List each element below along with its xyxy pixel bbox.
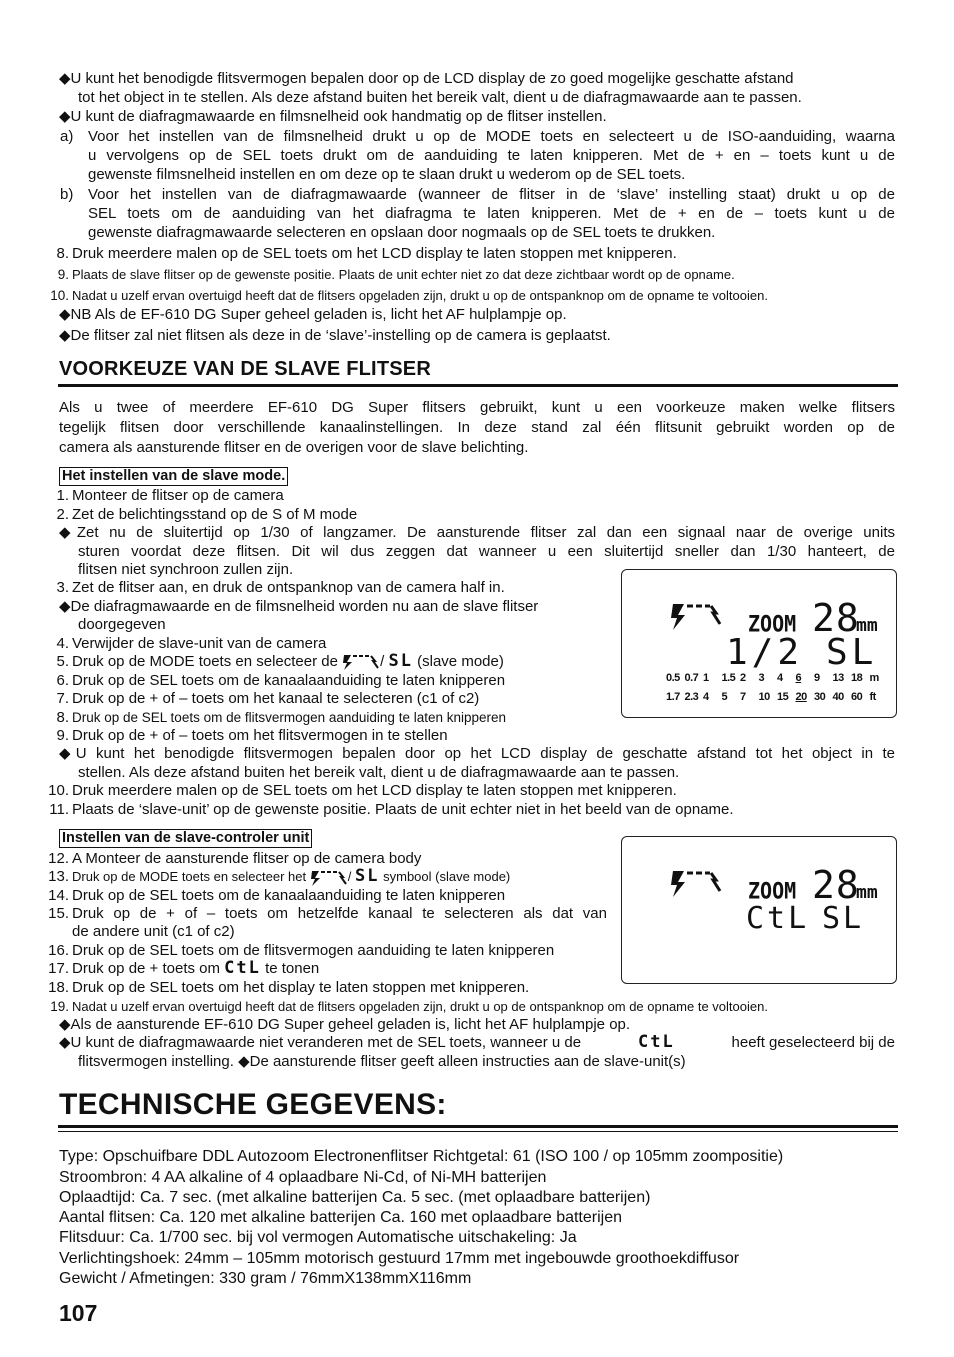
step-text: Druk meerdere malen op de SEL toets om het LCD display te laten stoppen met knipperen. [72, 782, 677, 799]
slash-separator: / [347, 869, 352, 884]
step-number: 10. [48, 782, 69, 799]
lcd-scale-meter-tick: 0.7 [684, 672, 699, 684]
bullet-af-light-controller: ◆Als de aansturende EF-610 DG Super geheel geladen is, licht het AF hulplampje op. [59, 1016, 631, 1033]
step-number: 11. [49, 801, 69, 818]
ctl-symbol-icon: CtL [224, 958, 261, 978]
step-text [72, 959, 319, 978]
step-text-part: symbool (slave mode) [383, 869, 511, 884]
bullet-shutter-line3: flitsen niet synchroon zullen zijn. [78, 561, 294, 578]
section-heading-slave: VOORKEUZE VAN DE SLAVE FLITSER [59, 358, 431, 380]
step-text: Druk op de + of – toets om hetzelfde kanaal te selecteren als dat van [72, 905, 607, 922]
item-b-line2: SEL toets om de aanduiding van het diafragma te laten knipperen. Met de + en de – toets kunt u de [88, 205, 895, 222]
lcd-scale-feet-tick: 40 [832, 691, 844, 703]
bullet-ctl-note-part: ◆U kunt de diafragmawaarde niet veranderen met de SEL toets, wanneer u de [59, 1034, 582, 1051]
lcd-display-controller [621, 836, 897, 984]
bullet-ctl-note [59, 1033, 895, 1052]
specs-rule-thick [58, 1125, 898, 1128]
subheading-slave-mode: Het instellen van de slave mode. [59, 467, 288, 486]
bullet-flash-power-cont: tot het object in te stellen. Als deze afstand buiten het bereik valt, dient u de diafragmawaarde aan te passen. [78, 89, 802, 106]
lcd-mm-unit: mm [856, 615, 878, 636]
lcd-scale-feet-tick: 30 [814, 691, 826, 703]
slave-paragraph-line2: tegelijk flitsen door verschillende kanaalinstellingen. In deze stand zal één flitsunit gebruikt worden op de [59, 419, 895, 436]
lcd-scale-feet-tick: 60 [851, 691, 863, 703]
lcd-scale-meter-tick: 3 [758, 672, 765, 684]
step-text: Verwijder de slave-unit van de camera [72, 635, 327, 652]
step-text: Druk op de SEL toets om de kanaalaanduiding te laten knipperen [72, 672, 506, 689]
lcd-mm-unit: mm [856, 882, 878, 903]
lcd-scale-feet-tick: 2.3 [684, 691, 699, 703]
lcd-scale-meter-tick: 1.5 [721, 672, 736, 684]
step-text: Druk op de SEL toets om het display te laten stoppen met knipperen. [72, 979, 530, 996]
step-text: Plaats de slave flitser op de gewenste positie. Plaats de unit echter niet zo dat deze zichtbaar wordt op de opname. [72, 267, 735, 282]
step-number: 3. [56, 579, 69, 596]
step-number: 1. [56, 487, 69, 504]
step-text: Druk meerdere malen op de SEL toets om het LCD display te laten stoppen met knipperen. [72, 245, 677, 262]
step-text-cont: de andere unit (c1 of c2) [72, 923, 235, 940]
slave-flash-icon [310, 869, 348, 884]
lcd-scale-feet-tick: 10 [758, 691, 770, 703]
step-number: 2. [56, 506, 69, 523]
step-text: Zet de flitser aan, en druk de ontspanknop van de camera half in. [72, 579, 505, 596]
step-number: 16. [48, 942, 69, 959]
bullet-shutter-line2: sturen voordat deze flitsen. Dit wil dus zeggen dat wanneer u een sluitertijd sneller dan 1/30 hanteert, de [78, 543, 895, 560]
step-text: Monteer de flitser op de camera [72, 487, 284, 504]
step-text: Nadat u uzelf ervan overtuigd heeft dat de flitsers opgeladen zijn, drukt u op de ontspanknop om de opname te voltooien. [72, 999, 768, 1014]
item-a-line2: u vervolgens op de SEL toets drukt om de aanduiding te laten knipperen. Met de + en – toets kunt u de [88, 147, 895, 164]
bullet-distance-line2: stellen. Als deze afstand buiten het bereik valt, dient u de diafragmawaarde aan te passen. [78, 764, 680, 781]
lcd-scale-feet-tick: 20 [795, 691, 807, 703]
step-number: 4. [56, 635, 69, 652]
subheading-controller: Instellen van de slave-controler unit [59, 829, 312, 848]
step-text: Plaats de ‘slave-unit’ op de gewenste positie. Plaats de unit echter niet in het beeld van de opname. [72, 801, 734, 818]
step-text-part: (slave mode) [417, 653, 504, 670]
lcd-scale-meter-tick: 18 [851, 672, 863, 684]
step-number: 7. [56, 690, 69, 707]
slave-flash-icon [670, 602, 722, 632]
step-text: Druk op de SEL toets om de flitsvermogen aanduiding te laten knipperen [72, 710, 507, 725]
lcd-zoom-value: 28 [812, 596, 860, 640]
lcd-scale-feet-tick: ft [869, 691, 876, 703]
item-b-line1: Voor het instellen van de diafragmawaarde (wanneer de flitser in de ‘slave’ instelling staat) drukt u op de [88, 186, 895, 203]
step-number: 6. [56, 672, 69, 689]
sl-symbol-icon: SL [388, 651, 413, 671]
step-number: 5. [56, 653, 69, 670]
step-text-part: Druk op de MODE toets en selecteer het [72, 869, 307, 884]
lcd-scale-meter-tick: 6 [795, 672, 802, 684]
lcd-scale-meter-tick: 13 [832, 672, 844, 684]
step-text-part: te tonen [265, 960, 320, 977]
lcd-scale-meter-tick: 4 [777, 672, 783, 684]
step-number: 9. [57, 267, 69, 282]
spec-line: Verlichtingshoek: 24mm – 105mm motorisch gestuurd 17mm met ingebouwde groothoekdiffusor [59, 1250, 740, 1267]
lcd-scale-meter-tick: 9 [814, 672, 820, 684]
lcd-zoom-label: ZOOM [748, 877, 797, 905]
lcd-slave-mode: SL [826, 632, 878, 673]
page-number: 107 [59, 1300, 98, 1326]
lcd-scale-feet-tick: 7 [740, 691, 746, 703]
item-a-label: a) [60, 128, 74, 145]
step-text: Nadat u uzelf ervan overtuigd heeft dat de flitsers opgeladen zijn, drukt u op de ontspanknop om de opname te voltooien. [72, 288, 768, 303]
bullet-flash-power: ◆U kunt het benodigde flitsvermogen bepalen door op de LCD display de zo goed mogelijke geschatte afstand [59, 70, 794, 87]
spec-line: Type: Opschuifbare DDL Autozoom Electronenflitser Richtgetal: 61 (ISO 100 / op 105mm zoompositie) [59, 1148, 784, 1165]
sl-symbol-icon: SL [355, 866, 380, 886]
bullet-ctl-note-part: heeft geselecteerd bij de [731, 1034, 895, 1051]
spec-line: Oplaadtijd: Ca. 7 sec. (met alkaline batterijen Ca. 5 sec. (met oplaadbare batterijen) [59, 1189, 651, 1206]
slash-separator: / [380, 653, 385, 670]
step-text: Druk op de + of – toets om het flitsvermogen in te stellen [72, 727, 448, 744]
bullet-transfer-line1: ◆De diafragmawaarde en de filmsnelheid worden nu aan de slave flitser [59, 598, 539, 615]
lcd-zoom-label: ZOOM [748, 610, 797, 638]
slave-flash-icon [670, 869, 722, 899]
step-text: Druk op de + of – toets om het kanaal te selecteren (c1 of c2) [72, 690, 480, 707]
step-text: Druk op de SEL toets om de kanaalaanduiding te laten knipperen [72, 887, 506, 904]
bullet-distance-line1: ◆U kunt het benodigde flitsvermogen bepalen door op het LCD display de geschatte afstand tot het object in te [59, 745, 895, 762]
lcd-scale-feet-tick: 1.7 [666, 691, 680, 703]
bullet-shutter-line1: ◆Zet nu de sluitertijd op 1/30 of langzamer. De aansturende flitser zal dan een signaal naar de overige units [59, 524, 895, 541]
step-number: 13. [48, 868, 69, 885]
item-b-label: b) [60, 186, 74, 203]
step-text: Zet de belichtingsstand op de S of M mode [72, 506, 358, 523]
item-a-line3: gewenste filmsnelheid instellen en om deze op te slaan drukt u wederom op de SEL toets. [88, 166, 686, 183]
lcd-scale-meter-tick: m [869, 672, 879, 684]
step-text: A Monteer de aansturende flitser op de camera body [72, 850, 422, 867]
lcd-scale-feet-tick: 4 [703, 691, 709, 703]
step-number: 10. [50, 288, 69, 303]
slave-paragraph-line3: camera als aansturende flitser en de overigen voor de slave belichting. [59, 439, 529, 456]
item-b-line3: gewenste diafragmawaarde selecteren en opslaan door nogmaals op de SEL toets te drukken. [88, 224, 716, 241]
bullet-transfer-line2: doorgegeven [78, 616, 166, 633]
step-text-part: Druk op de MODE toets en selecteer de [72, 653, 338, 670]
slave-flash-icon [342, 653, 380, 670]
bullet-ctl-note-line2: flitsvermogen instelling. ◆De aansturende flitser geeft alleen instructies aan de slave-unit(s) [78, 1053, 686, 1070]
step-number: 17. [48, 960, 69, 977]
step-number: 12. [48, 850, 69, 867]
lcd-display-slave [621, 569, 897, 718]
lcd-scale-meter-tick: 0.5 [666, 672, 680, 684]
ctl-symbol-icon: CtL [637, 1032, 675, 1052]
lcd-zoom-value: 28 [812, 863, 860, 907]
bullet-af-light: ◆NB Als de EF-610 DG Super geheel geladen is, licht het AF hulplampje op. [59, 306, 567, 323]
lcd-scale-feet-tick: 15 [777, 691, 789, 703]
lcd-scale-meter-tick: 2 [740, 672, 746, 684]
lcd-meter-scale [666, 672, 888, 688]
lcd-feet-scale [666, 691, 888, 707]
bullet-manual-setting: ◆U kunt de diafragmawaarde en filmsnelheid ook handmatig op de flitser instellen. [59, 108, 607, 125]
step-number: 9. [56, 727, 69, 744]
step-text-part: Druk op de + toets om [72, 960, 220, 977]
spec-line: Aantal flitsen: Ca. 120 met alkaline batterijen Ca. 160 met oplaadbare batterijen [59, 1209, 623, 1226]
specs-rule-thin [58, 1131, 898, 1132]
step-number: 19. [50, 999, 69, 1014]
spec-line: Flitsduur: Ca. 1/700 sec. bij vol vermogen Automatische uitschakeling: Ja [59, 1229, 577, 1246]
step-number: 8. [56, 245, 69, 262]
specs-heading: TECHNISCHE GEGEVENS: [59, 1088, 447, 1121]
lcd-scale-feet-tick: 5 [721, 691, 728, 703]
step-number: 14. [48, 887, 69, 904]
bullet-no-flash: ◆De flitser zal niet flitsen als deze in de ‘slave’-instelling op de camera is geplaatst. [59, 327, 611, 344]
item-a-line1: Voor het instellen van de filmsnelheid drukt u op de MODE toets en selecteert u de ISO-aanduiding, waarna [88, 128, 895, 145]
step-text: Druk op de SEL toets om de flitsvermogen aanduiding te laten knipperen [72, 942, 555, 959]
spec-line: Stroombron: 4 AA alkaline of 4 oplaadbare Ni-Cd, of Ni-MH batterijen [59, 1169, 547, 1186]
step-number: 15. [48, 905, 69, 922]
step-number: 8. [56, 709, 69, 726]
step-text [72, 652, 504, 671]
step-text [72, 867, 510, 887]
slave-paragraph-line1: Als u twee of meerdere EF-610 DG Super flitsers gebruikt, kunt u een voorkeuze maken welke flitsers [59, 399, 895, 416]
lcd-controller-label: CtL [746, 901, 810, 936]
lcd-scale-meter-tick: 1 [703, 672, 709, 684]
lcd-power-ratio: 1/2 [726, 632, 804, 673]
lcd-slave-mode: SL [822, 901, 865, 936]
heading-rule [58, 384, 898, 387]
step-number: 18. [48, 979, 69, 996]
spec-line: Gewicht / Afmetingen: 330 gram / 76mmX138mmX116mm [59, 1270, 472, 1287]
